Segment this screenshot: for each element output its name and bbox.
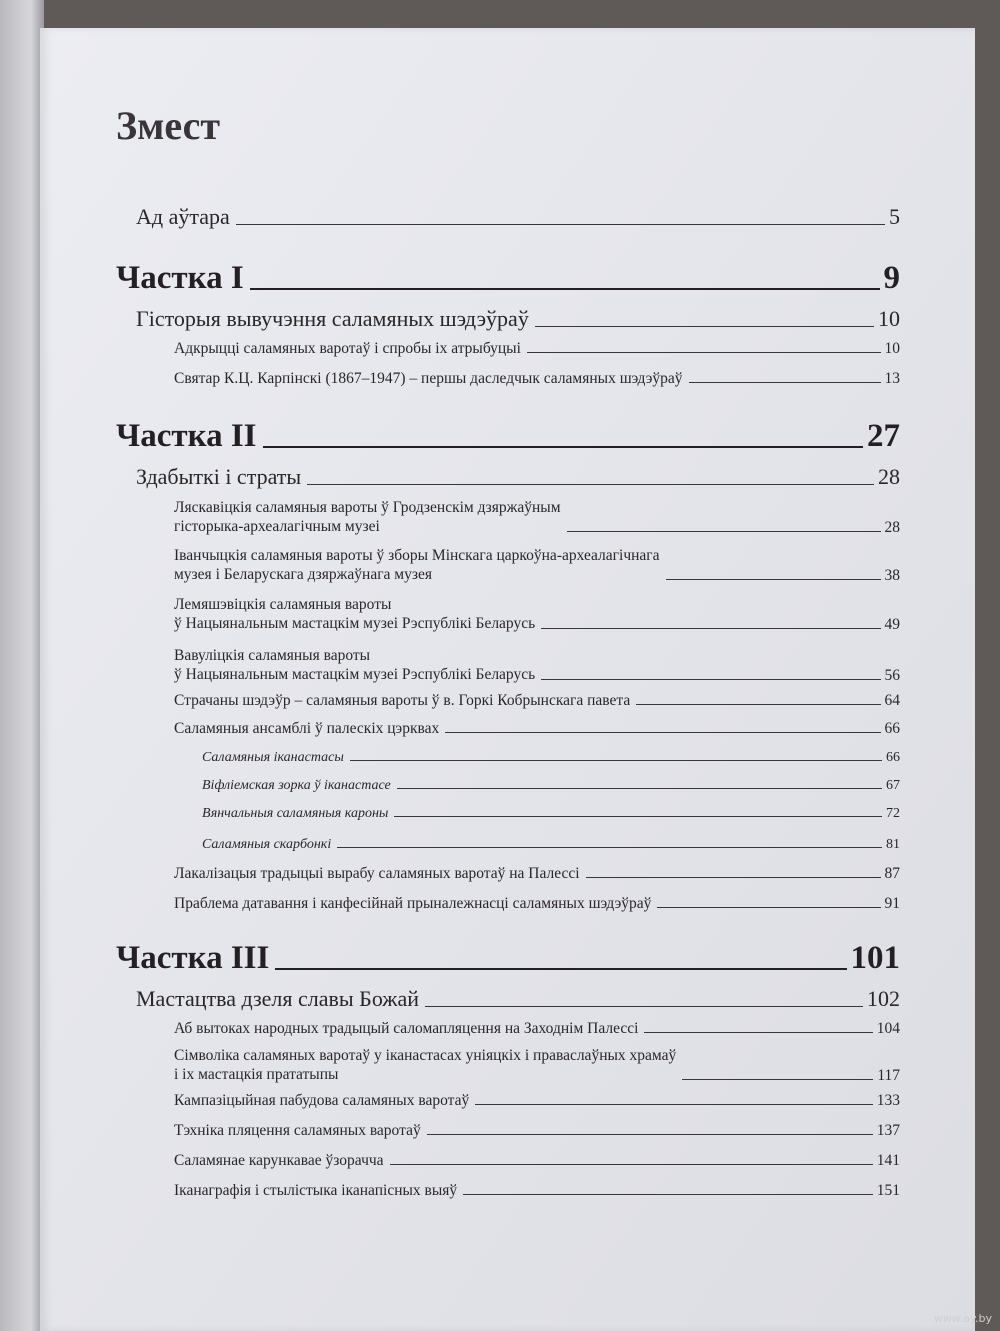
- toc-entry-page-number: 66: [884, 720, 900, 737]
- toc-entry-sec: [174, 692, 900, 710]
- toc-entry-label: Саламяныя іканастасы: [202, 750, 344, 765]
- toc-entry-label: Віфліемская зорка ў іканастасе: [202, 778, 391, 793]
- toc-entry-page-number: 56: [884, 666, 900, 684]
- watermark: www.ay.by: [933, 1312, 992, 1325]
- toc-entry-page-number: 9: [883, 260, 900, 296]
- toc-entry-sec: [174, 340, 900, 358]
- leader-line: [427, 1134, 873, 1135]
- toc-entry-page-number: 91: [884, 895, 900, 912]
- leader-line: [390, 1164, 873, 1165]
- leader-line: [337, 847, 882, 848]
- toc-entry-page-number: 151: [876, 1182, 900, 1199]
- leader-line: [689, 382, 881, 383]
- toc-entry-page-number: 67: [886, 778, 900, 793]
- leader-line: [350, 760, 882, 761]
- leader-line: [445, 732, 880, 733]
- leader-line: [250, 288, 880, 290]
- toc-entry-page-number: 28: [878, 464, 900, 489]
- toc-entry-sec: [174, 1152, 900, 1170]
- toc-entry-label: Здабыткі і страты: [136, 464, 302, 489]
- toc-entry-chap: [136, 464, 900, 490]
- toc-entry-sec: [174, 498, 900, 537]
- toc-entry-sec: [174, 1122, 900, 1140]
- toc-entry-page-number: 13: [884, 370, 900, 387]
- toc-entry-page-number: 64: [884, 692, 900, 709]
- leader-line: [475, 1104, 873, 1105]
- leader-line: [541, 679, 880, 680]
- leader-line: [535, 326, 874, 327]
- toc-entry-page-number: 101: [850, 940, 900, 976]
- toc-entry-label: Аб вытоках народных традыцый саломапляцення на Заходнім Палессі: [174, 1020, 639, 1037]
- leader-line: [394, 816, 882, 817]
- toc-entry-part: [116, 940, 900, 977]
- toc-entry-page-number: 10: [884, 340, 900, 357]
- leader-line: [682, 1079, 873, 1080]
- leader-line: [636, 704, 880, 705]
- page-title: Змест: [116, 103, 221, 148]
- toc-entry-chap: [136, 306, 900, 332]
- leader-line: [275, 968, 846, 970]
- leader-line: [666, 579, 881, 580]
- toc-entry-sec: [174, 595, 900, 634]
- adjacent-page-edge: [0, 0, 44, 1331]
- toc-entry-label: Іванчыцкія саламяныя вароты ў зборы Мінскага царкоўна-археалагічнага музея і Беларускага дзяржаўнага музея: [174, 547, 660, 584]
- toc-entry-sec: [174, 865, 900, 883]
- toc-entry-label: Частка I: [116, 260, 244, 296]
- toc-entry-label: Частка II: [116, 418, 257, 454]
- toc-entry-sub: [202, 750, 900, 766]
- toc-entry-label: Ад аўтара: [136, 204, 230, 229]
- toc-entry-label: Лемяшэвіцкія саламяныя вароты ў Нацыянальным мастацкім музеі Рэспублікі Беларусь: [174, 596, 536, 633]
- toc-entry-label: Іканаграфія і стылістыка іканапісных выяў: [174, 1182, 458, 1199]
- toc-entry-page-number: 141: [876, 1152, 900, 1169]
- toc-entry-page-number: 27: [867, 418, 900, 454]
- toc-entry-label: Страчаны шэдэўр – саламяныя вароты ў в. Горкі Кобрынскага павета: [174, 692, 631, 709]
- toc-entry-page-number: 49: [884, 615, 900, 633]
- toc-entry-label: Частка III: [116, 940, 270, 976]
- toc-entry-label: Саламяныя скарбонкі: [202, 837, 332, 852]
- table-of-contents: [40, 28, 975, 1331]
- toc-entry-chap: [136, 986, 900, 1012]
- toc-entry-label: Тэхніка пляцення саламяных варотаў: [174, 1122, 421, 1139]
- toc-entry-label: Мастацтва дзеля славы Божай: [136, 986, 420, 1011]
- toc-entry-label: Праблема датавання і канфесійнай прыналежнасці саламяных шэдэўраў: [174, 895, 652, 912]
- leader-line: [397, 788, 882, 789]
- toc-entry-page-number: 117: [877, 1066, 900, 1084]
- toc-entry-sec: [174, 1020, 900, 1038]
- toc-entry-label: Адкрыцці саламяных варотаў і спробы іх атрыбуцыі: [174, 340, 521, 357]
- leader-line: [586, 877, 881, 878]
- toc-entry-label: Лакалізацыя традыцыі вырабу саламяных варотаў на Палессі: [174, 865, 580, 882]
- toc-entry-sec: [174, 646, 900, 685]
- toc-entry-sub: [202, 778, 900, 794]
- leader-line: [463, 1194, 873, 1195]
- toc-entry-sec: [174, 1092, 900, 1110]
- toc-entry-label: Ляскавіцкія саламяныя вароты ў Гродзенскім дзяржаўным гісторыка-археалагічным музеі: [174, 499, 561, 536]
- leader-line: [567, 531, 881, 532]
- toc-entry-label: Вавуліцкія саламяныя вароты ў Нацыянальным мастацкім музеі Рэспублікі Беларусь: [174, 647, 536, 684]
- toc-entry-page-number: 137: [876, 1122, 900, 1139]
- toc-entry-label: Кампазіцыйная пабудова саламяных варотаў: [174, 1092, 470, 1109]
- toc-entry-sub: [202, 837, 900, 853]
- leader-line: [527, 352, 881, 353]
- toc-entry-sec: [174, 546, 900, 585]
- toc-entry-page-number: 133: [876, 1092, 900, 1109]
- toc-entry-sec: [174, 1182, 900, 1200]
- toc-entry-part: [116, 418, 900, 455]
- toc-entry-sec: [174, 370, 900, 388]
- toc-entry-label: Святар К.Ц. Карпінскі (1867–1947) – першы даследчык саламяных шэдэўраў: [174, 370, 683, 387]
- toc-entry-sec: [174, 1046, 900, 1085]
- toc-entry-sub: [202, 806, 900, 822]
- leader-line: [644, 1032, 872, 1033]
- leader-line: [307, 484, 874, 485]
- toc-entry-label: Гісторыя вывучэння саламяных шэдэўраў: [136, 306, 529, 331]
- toc-entry-page-number: 104: [876, 1020, 900, 1037]
- leader-line: [657, 907, 880, 908]
- toc-entry-page-number: 81: [886, 837, 900, 852]
- toc-entry-page-number: 10: [878, 306, 900, 331]
- toc-entry-label: Саламянае карункавае ўзорачча: [174, 1152, 384, 1169]
- toc-entry-page-number: 102: [867, 986, 900, 1011]
- leader-line: [236, 224, 885, 225]
- toc-entry-page-number: 28: [884, 518, 900, 536]
- toc-page: [40, 28, 975, 1331]
- toc-entry-label: Саламяныя ансамблі ў палескіх цэрквах: [174, 720, 440, 737]
- toc-entry-page-number: 38: [884, 566, 900, 584]
- leader-line: [263, 446, 863, 448]
- toc-entry-part: [116, 260, 900, 297]
- toc-entry-chap: [136, 204, 900, 230]
- toc-entry-page-number: 5: [889, 204, 900, 229]
- toc-entry-page-number: 87: [884, 865, 900, 882]
- toc-entry-label: Сімволіка саламяных варотаў у іканастасах уніяцкіх і праваслаўных храмаў і іх мастацкія прататыпы: [174, 1047, 677, 1084]
- leader-line: [425, 1006, 863, 1007]
- toc-entry-sec: [174, 720, 900, 738]
- toc-entry-sec: [174, 895, 900, 913]
- toc-entry-page-number: 72: [886, 806, 900, 821]
- toc-entry-label: Вянчальныя саламяныя кароны: [202, 806, 389, 821]
- leader-line: [541, 628, 880, 629]
- toc-entry-page-number: 66: [886, 750, 900, 765]
